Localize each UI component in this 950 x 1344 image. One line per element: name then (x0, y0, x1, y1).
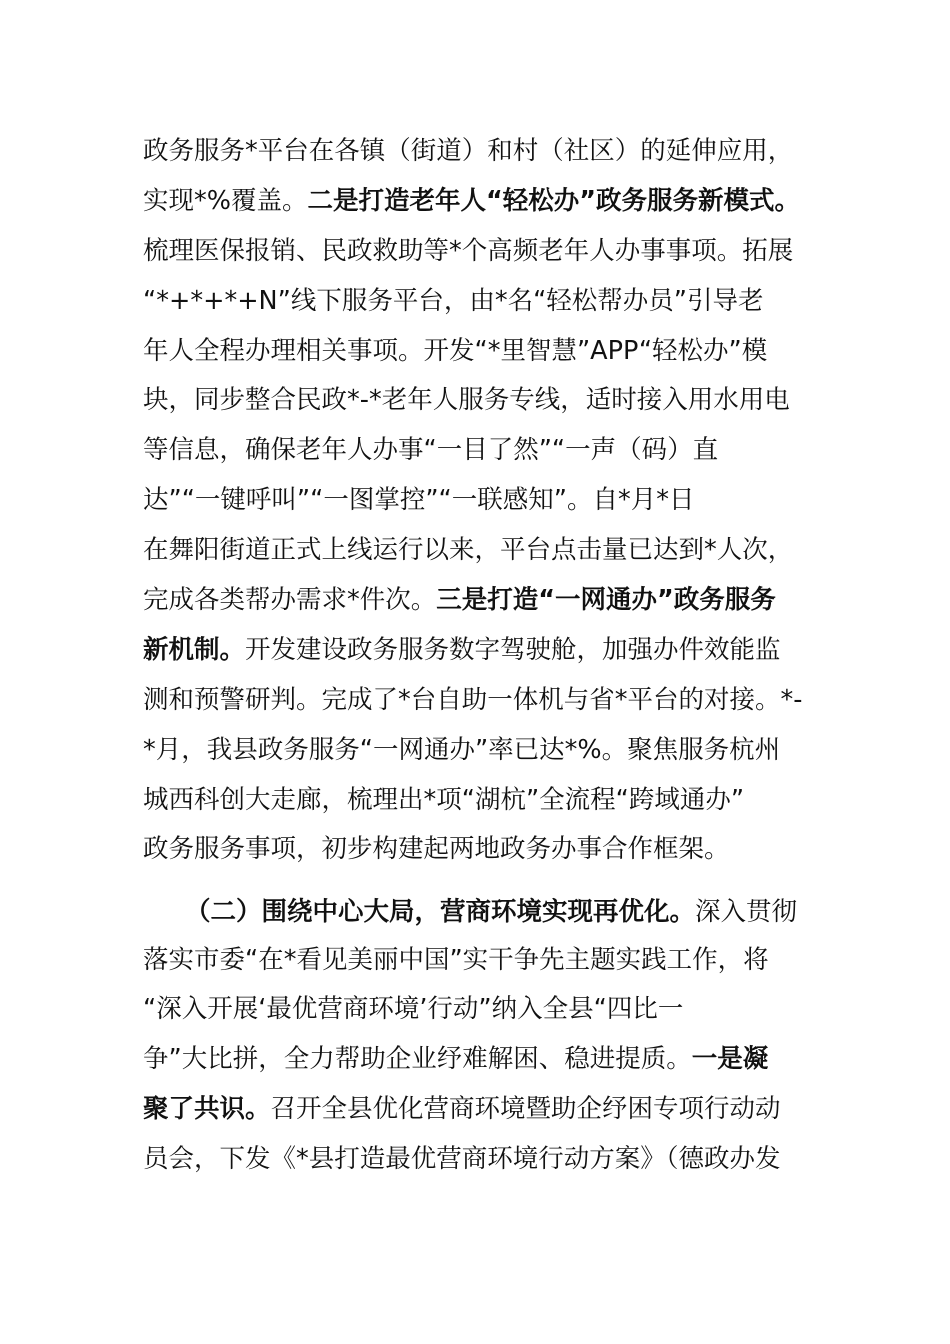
text-line (143, 181, 800, 221)
bold-heading: 二是打造老年人“轻松办”政务服务新模式。 (307, 186, 801, 216)
bold-heading: 一是凝 (691, 1044, 769, 1074)
text-line (143, 380, 790, 420)
text-segment: 测和预警研判。完成了*台自助一体机与省*平台的对接。*- (143, 685, 803, 715)
text-segment: “深入开展‘最优营商环境’行动”纳入全县“四比一 (143, 994, 684, 1024)
text-line (185, 892, 797, 932)
text-segment: *月，我县政务服务“一网通办”率已达*%。聚焦服务杭州 (143, 735, 781, 765)
bold-heading: 新机制。 (143, 635, 246, 665)
bold-heading: 三是打造“一网通办”政务服务 (436, 585, 776, 615)
text-segment: 在舞阳街道正式上线运行以来，平台点击量已达到*人次， (143, 535, 794, 565)
text-line (143, 231, 793, 271)
text-line (143, 530, 793, 570)
text-line (143, 780, 744, 820)
text-line (143, 989, 683, 1029)
text-segment: 落实市委“在*看见美丽中国”实干争先主题实践工作，将 (143, 945, 769, 975)
bold-heading: 聚了共识。 (143, 1094, 271, 1124)
text-segment: 争”大比拼，全力帮助企业纾难解困、稳进提质。 (143, 1044, 692, 1074)
text-segment: 深入贯彻 (695, 897, 798, 927)
text-line (143, 940, 769, 980)
text-segment: 年人全程办理相关事项。开发“*里智慧”APP“轻松办”模 (143, 336, 768, 366)
text-line (143, 1089, 781, 1129)
text-segment: “*+*+*+N”线下服务平台，由*名“轻松帮办员”引导老 (143, 286, 764, 316)
section-heading: （二）围绕中心大局，营商环境实现再优化。 (185, 897, 696, 927)
text-segment: 达”“一键呼叫”“一图掌控”“一联感知”。自*月*日 (143, 485, 695, 515)
text-segment: 块，同步整合民政*-*老年人服务专线，适时接入用水用电 (143, 385, 790, 415)
text-line (143, 281, 764, 321)
text-line (143, 131, 793, 171)
text-segment: 政务服务*平台在各镇（街道）和村（社区）的延伸应用， (143, 136, 794, 166)
text-segment: 梳理医保报销、民政救助等*个高频老年人办事事项。拓展 (143, 236, 794, 266)
text-segment: 等信息，确保老年人办事“一目了然”“一声（码）直 (143, 435, 719, 465)
text-segment: 完成各类帮办需求*件次。 (143, 585, 437, 615)
text-line (143, 829, 730, 869)
text-line (143, 1039, 768, 1079)
text-segment: 开发建设政务服务数字驾驶舱，加强办件效能监 (245, 635, 781, 665)
text-segment: 城西科创大走廊，梳理出*项“湖杭”全流程“跨域通办” (143, 785, 745, 815)
text-line (143, 430, 718, 470)
text-segment: 政务服务事项，初步构建起两地政务办事合作框架。 (143, 834, 730, 864)
text-line (143, 580, 776, 620)
text-segment: 实现*%覆盖。 (143, 186, 308, 216)
text-line (143, 480, 694, 520)
text-line (143, 1139, 781, 1179)
text-line (143, 630, 781, 670)
text-line (143, 331, 767, 371)
text-line (143, 730, 780, 770)
text-line (143, 680, 802, 720)
text-segment: 员会，下发《*县打造最优营商环境行动方案》（德政办发 (143, 1144, 781, 1174)
text-segment: 召开全县优化营商环境暨助企纾困专项行动动 (270, 1094, 781, 1124)
